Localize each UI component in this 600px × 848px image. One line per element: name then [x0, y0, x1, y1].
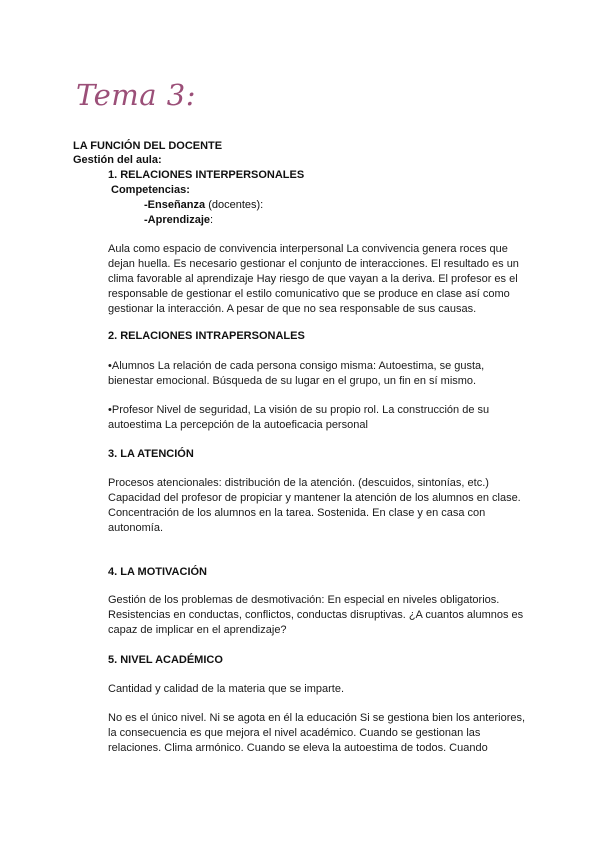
- paragraph-motivacion: [108, 593, 528, 638]
- section-heading-5: 5. NIVEL ACADÉMICO: [108, 654, 223, 666]
- paragraph-atencion: [108, 476, 528, 536]
- aprendizaje-label: -Aprendizaje: [144, 214, 211, 226]
- paragraph-text: Procesos atencionales: distribución de la atención. (descuidos, sintonías, etc.) Capacidad del profesor de propiciar y mantener la atención de los alumnos en clase. Concentración de los alumnos en la tarea. Sostenida. En clase y en casa con autonomía.: [108, 477, 521, 534]
- ensenanza-note: (docentes):: [205, 199, 264, 211]
- paragraph-interpersonal: [108, 242, 528, 317]
- competencia-aprendizaje: [144, 214, 213, 227]
- document-title: Tema 3:: [76, 78, 196, 112]
- paragraph-text: Gestión de los problemas de desmotivación: En especial en niveles obligatorios. Resistencias en conductas, conflictos, conductas disruptivas. ¿A cuantos alumnos es capaz de implicar en el aprendizaje?: [108, 594, 524, 636]
- paragraph-cantidad: [108, 682, 528, 697]
- section-heading-4: 4. LA MOTIVACIÓN: [108, 566, 207, 578]
- ensenanza-label: -Enseñanza: [144, 199, 206, 211]
- subheading-gestion: Gestión del aula:: [73, 154, 162, 166]
- competencias-label: Competencias:: [111, 184, 190, 196]
- paragraph-text: •Alumnos La relación de cada persona consigo misma: Autoestima, se gusta, bienestar emocional. Búsqueda de su lugar en el grupo, un fin en sí mismo.: [108, 360, 485, 387]
- paragraph-text: Aula como espacio de convivencia interpersonal La convivencia genera roces que dejan huella. Es necesario gestionar el conjunto de interacciones. El resultado es un clima favorable al aprendizaje Hay riesgo de que vayan a la deriva. El profesor es el responsable de gestionar el estilo comunicativo que se produce en clase así como gestionar la interacción. A pesar de que no sea responsable de sus causas.: [108, 243, 519, 315]
- section-heading-3: 3. LA ATENCIÓN: [108, 448, 194, 460]
- paragraph-profesor: [108, 403, 528, 433]
- paragraph-text: •Profesor Nivel de seguridad, La visión de su propio rol. La construcción de su autoestima La percepción de la autoeficacia personal: [108, 404, 490, 431]
- section-heading-2: 2. RELACIONES INTRAPERSONALES: [108, 330, 305, 342]
- chapter-heading: LA FUNCIÓN DEL DOCENTE: [73, 140, 223, 152]
- competencia-ensenanza: [144, 199, 263, 212]
- section-heading-1: 1. RELACIONES INTERPERSONALES: [108, 169, 305, 181]
- paragraph-text: No es el único nivel. Ni se agota en él la educación Si se gestiona bien los anteriores, la consecuencia es que mejora el nivel académico. Cuando se gestionan las relaciones. Clima armónico. Cuando se eleva la autoestima de todos. Cuando: [108, 712, 526, 754]
- paragraph-nivel: [108, 711, 528, 756]
- paragraph-text: Cantidad y calidad de la materia que se imparte.: [108, 683, 345, 695]
- paragraph-alumnos: [108, 359, 528, 389]
- aprendizaje-note: :: [210, 214, 214, 226]
